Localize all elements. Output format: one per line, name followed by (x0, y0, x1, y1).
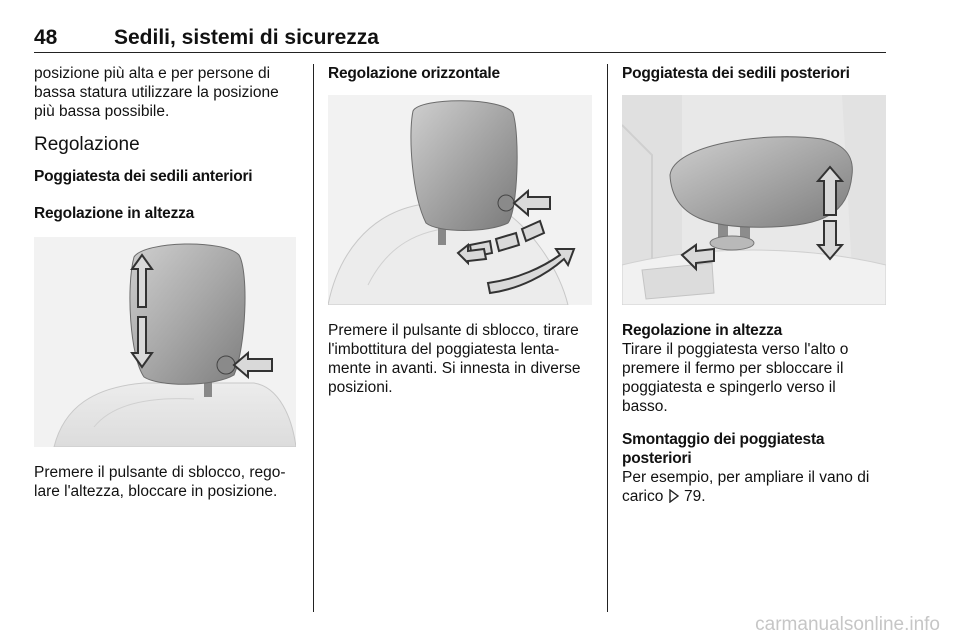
text-line: Premere il pulsante di sblocco, tirare (328, 322, 579, 339)
column-divider (313, 64, 314, 612)
text-line: Premere il pulsante di sblocco, rego- (34, 464, 286, 481)
text-line: Per esempio, per ampliare il vano di (622, 469, 870, 486)
subsection-heading: Poggiatesta dei sedili anteriori (34, 168, 253, 185)
subsection-heading: Smontaggio dei poggiatesta (622, 431, 825, 448)
column-divider (607, 64, 608, 612)
page-header (34, 26, 886, 53)
watermark: carmanualsonline.info (755, 614, 940, 635)
text-line: poggiatesta e spingerlo verso il (622, 379, 836, 396)
text-line: l'imbottitura del poggiatesta lenta- (328, 341, 560, 358)
text-line: bassa statura utilizzare la posizione (34, 84, 279, 101)
section-heading: Regolazione (34, 134, 140, 155)
subsection-heading: Regolazione in altezza (34, 205, 195, 222)
front-headrest-horizontal-illustration (328, 95, 592, 305)
page-number: 48 (34, 26, 58, 49)
subsection-heading: Regolazione orizzontale (328, 65, 500, 82)
text-line: più bassa possibile. (34, 103, 170, 120)
subsection-heading: Poggiatesta dei sedili posteriori (622, 65, 850, 82)
text-fragment: carico (622, 488, 664, 505)
text-line: premere il fermo per sbloccare il (622, 360, 844, 377)
page-title: Sedili, sistemi di sicurezza (114, 26, 379, 49)
text-line: posizioni. (328, 379, 393, 396)
text-line: Tirare il poggiatesta verso l'alto o (622, 341, 849, 358)
text-line: mente in avanti. Si innesta in diverse (328, 360, 581, 377)
column-3 (622, 64, 886, 508)
rear-headrest-illustration (622, 95, 886, 305)
column-2 (328, 64, 598, 397)
text-line: basso. (622, 398, 668, 415)
arrow-reference-icon[interactable] (668, 489, 680, 508)
column-1 (34, 64, 296, 501)
text-line (622, 487, 886, 508)
subsection-heading: posteriori (622, 450, 692, 467)
text-line: posizione più alta e per persone di (34, 65, 271, 82)
subsection-heading: Regolazione in altezza (622, 322, 783, 339)
page-reference[interactable]: 79. (683, 488, 706, 505)
front-headrest-height-illustration (34, 237, 296, 447)
text-line: lare l'altezza, bloccare in posizione. (34, 483, 278, 500)
